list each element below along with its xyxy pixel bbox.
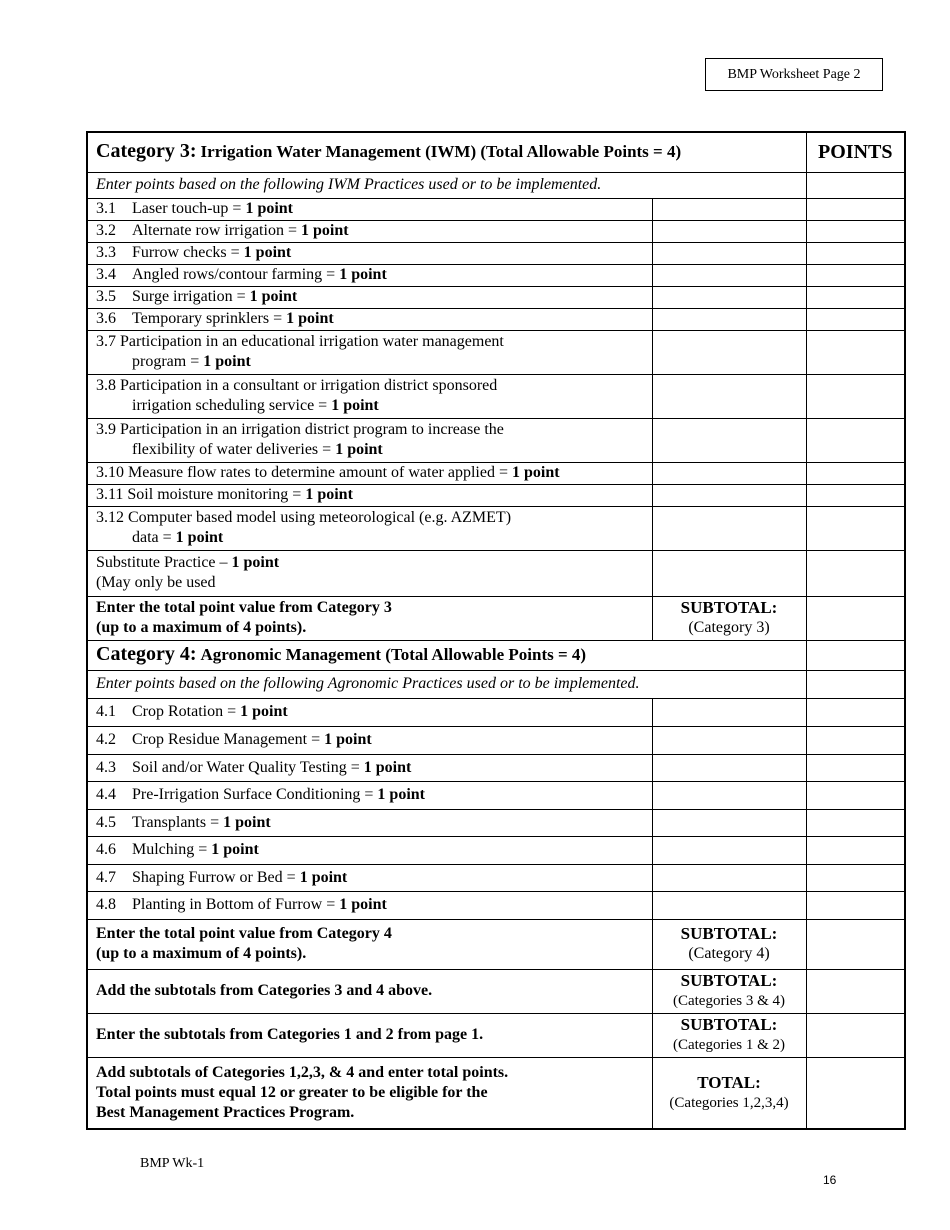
practice-label: 4.1 Crop Rotation = 1 point	[87, 698, 652, 726]
practice-row	[87, 308, 905, 330]
grand-total-cell[interactable]	[806, 1057, 905, 1129]
practice-label: 4.5 Transplants = 1 point	[87, 809, 652, 836]
points-cell[interactable]	[806, 264, 905, 286]
category4-total-label: Enter the total point value from Category 4 (up to a maximum of 4 points).	[87, 919, 652, 969]
check-cell[interactable]	[652, 891, 806, 919]
points-cell[interactable]	[806, 198, 905, 220]
points-cell[interactable]	[806, 286, 905, 308]
points-cell[interactable]	[806, 374, 905, 418]
check-cell[interactable]	[652, 698, 806, 726]
check-cell[interactable]	[652, 374, 806, 418]
practice-label: 3.5 Surge irrigation = 1 point	[87, 286, 652, 308]
points-cell[interactable]	[806, 172, 905, 198]
practice-label: 3.1 Laser touch-up = 1 point	[87, 198, 652, 220]
practice-row	[87, 836, 905, 864]
points-cell[interactable]	[806, 308, 905, 330]
practice-row	[87, 418, 905, 462]
check-cell[interactable]	[652, 198, 806, 220]
points-cell[interactable]	[806, 754, 905, 781]
points-cell[interactable]	[806, 864, 905, 891]
check-cell[interactable]	[652, 550, 806, 596]
category3-instruction-row	[87, 172, 905, 198]
category3-header-row	[87, 132, 905, 172]
page-number: 16	[823, 1173, 837, 1187]
subtotal-1-2-caption: SUBTOTAL: (Categories 1 & 2)	[652, 1013, 806, 1057]
check-cell[interactable]	[652, 836, 806, 864]
category4-title: Category 4: Agronomic Management (Total Allowable Points = 4)	[87, 640, 806, 670]
practice-row	[87, 198, 905, 220]
check-cell[interactable]	[652, 286, 806, 308]
practice-label: 3.10 Measure flow rates to determine amount of water applied = 1 point	[87, 462, 652, 484]
points-cell[interactable]	[806, 836, 905, 864]
points-cell[interactable]	[806, 550, 905, 596]
check-cell[interactable]	[652, 506, 806, 550]
category3-instruction: Enter points based on the following IWM Practices used or to be implemented.	[87, 172, 806, 198]
check-cell[interactable]	[652, 726, 806, 754]
substitute-practice-row	[87, 550, 905, 596]
practice-row	[87, 264, 905, 286]
points-cell[interactable]	[806, 726, 905, 754]
points-cell[interactable]	[806, 781, 905, 809]
practice-row	[87, 330, 905, 374]
points-cell[interactable]	[806, 418, 905, 462]
grand-total-row	[87, 1057, 905, 1129]
practice-label: 3.8 Participation in a consultant or irrigation district sponsored irrigation scheduling service = 1 point	[87, 374, 652, 418]
practice-row	[87, 374, 905, 418]
points-cell[interactable]	[806, 891, 905, 919]
category3-total-row	[87, 596, 905, 640]
check-cell[interactable]	[652, 462, 806, 484]
practice-label: 4.2 Crop Residue Management = 1 point	[87, 726, 652, 754]
practice-label: 3.4 Angled rows/contour farming = 1 point	[87, 264, 652, 286]
points-cell[interactable]	[806, 670, 905, 698]
practice-row	[87, 698, 905, 726]
check-cell[interactable]	[652, 308, 806, 330]
check-cell[interactable]	[652, 754, 806, 781]
worksheet-page-label: BMP Worksheet Page 2	[705, 58, 883, 91]
category3-subtotal-cell[interactable]	[806, 596, 905, 640]
category3-subtotal-label: SUBTOTAL: (Category 3)	[652, 596, 806, 640]
form-code: BMP Wk-1	[140, 1156, 205, 1171]
points-cell[interactable]	[806, 462, 905, 484]
practice-row	[87, 754, 905, 781]
subtotal-1-2-row	[87, 1013, 905, 1057]
check-cell[interactable]	[652, 864, 806, 891]
practice-row	[87, 242, 905, 264]
category4-total-row	[87, 919, 905, 969]
check-cell[interactable]	[652, 330, 806, 374]
practice-label: 4.8 Planting in Bottom of Furrow = 1 point	[87, 891, 652, 919]
grand-total-caption: TOTAL: (Categories 1,2,3,4)	[652, 1057, 806, 1129]
points-cell[interactable]	[806, 506, 905, 550]
points-cell[interactable]	[806, 242, 905, 264]
check-cell[interactable]	[652, 242, 806, 264]
practice-label: 3.3 Furrow checks = 1 point	[87, 242, 652, 264]
practice-row	[87, 462, 905, 484]
category4-instruction-row	[87, 670, 905, 698]
category4-subtotal-cell[interactable]	[806, 919, 905, 969]
practice-label: 3.12 Computer based model using meteorological (e.g. AZMET) data = 1 point	[87, 506, 652, 550]
practice-row	[87, 809, 905, 836]
substitute-practice-label: Substitute Practice – 1 point (May only be used	[87, 550, 652, 596]
points-cell[interactable]	[806, 330, 905, 374]
bmp-worksheet-table	[86, 131, 906, 1130]
subtotal-1-2-label: Enter the subtotals from Categories 1 and 2 from page 1.	[87, 1013, 652, 1057]
subtotal-3-4-label: Add the subtotals from Categories 3 and 4 above.	[87, 969, 652, 1013]
check-cell[interactable]	[652, 418, 806, 462]
practice-row	[87, 506, 905, 550]
check-cell[interactable]	[652, 484, 806, 506]
practice-label: 3.6 Temporary sprinklers = 1 point	[87, 308, 652, 330]
practice-label: 3.2 Alternate row irrigation = 1 point	[87, 220, 652, 242]
check-cell[interactable]	[652, 781, 806, 809]
practice-label: 4.6 Mulching = 1 point	[87, 836, 652, 864]
practice-label: 4.7 Shaping Furrow or Bed = 1 point	[87, 864, 652, 891]
check-cell[interactable]	[652, 809, 806, 836]
practice-row	[87, 220, 905, 242]
grand-total-label: Add subtotals of Categories 1,2,3, & 4 and enter total points. Total points must equal 12 or greater to be eligible for the Best Management Practices Program.	[87, 1057, 652, 1129]
category4-header-row	[87, 640, 905, 670]
category4-subtotal-label: SUBTOTAL: (Category 4)	[652, 919, 806, 969]
check-cell[interactable]	[652, 220, 806, 242]
points-cell[interactable]	[806, 698, 905, 726]
practice-row	[87, 891, 905, 919]
practice-label: 3.11 Soil moisture monitoring = 1 point	[87, 484, 652, 506]
check-cell[interactable]	[652, 264, 806, 286]
category3-total-label: Enter the total point value from Category 3 (up to a maximum of 4 points).	[87, 596, 652, 640]
subtotal-3-4-row	[87, 969, 905, 1013]
practice-label: 4.3 Soil and/or Water Quality Testing = 1 point	[87, 754, 652, 781]
practice-row	[87, 726, 905, 754]
points-cell[interactable]	[806, 640, 905, 670]
points-cell[interactable]	[806, 809, 905, 836]
practice-row	[87, 864, 905, 891]
practice-label: 4.4 Pre-Irrigation Surface Conditioning = 1 point	[87, 781, 652, 809]
points-cell[interactable]	[806, 220, 905, 242]
subtotal-3-4-cell[interactable]	[806, 969, 905, 1013]
practice-row	[87, 484, 905, 506]
practice-row	[87, 286, 905, 308]
points-cell[interactable]	[806, 484, 905, 506]
category3-title: Category 3: Irrigation Water Management (IWM) (Total Allowable Points = 4)	[87, 132, 806, 172]
practice-label: 3.7 Participation in an educational irrigation water management program = 1 point	[87, 330, 652, 374]
category4-instruction: Enter points based on the following Agronomic Practices used or to be implemented.	[87, 670, 806, 698]
practice-row	[87, 781, 905, 809]
subtotal-3-4-caption: SUBTOTAL: (Categories 3 & 4)	[652, 969, 806, 1013]
subtotal-1-2-cell[interactable]	[806, 1013, 905, 1057]
points-column-header: POINTS	[806, 132, 905, 172]
practice-label: 3.9 Participation in an irrigation district program to increase the flexibility of water deliveries = 1 point	[87, 418, 652, 462]
